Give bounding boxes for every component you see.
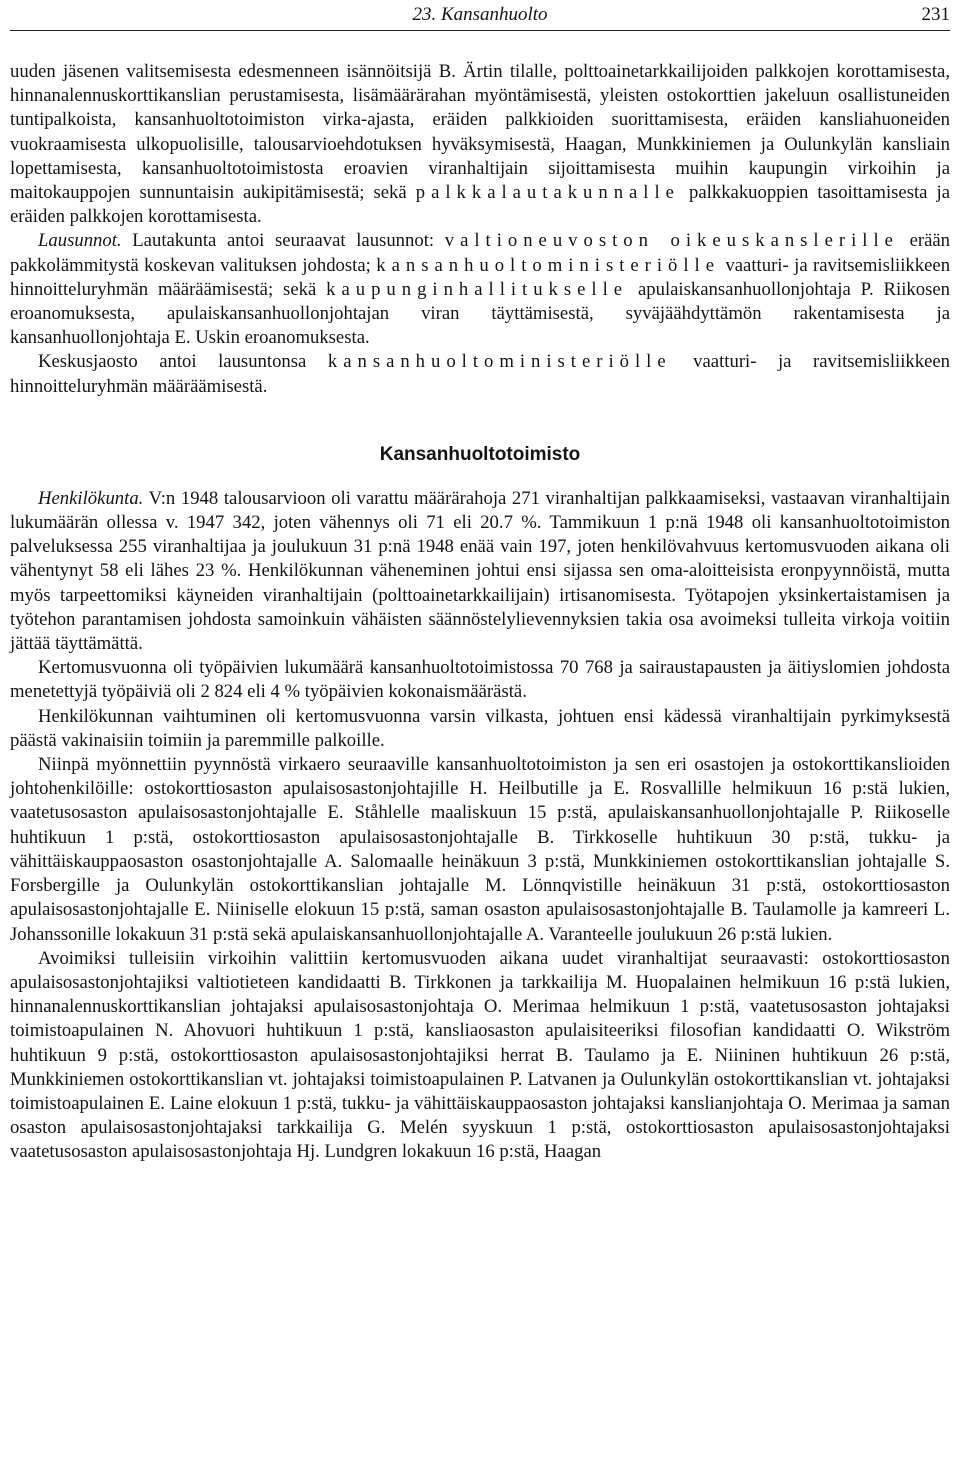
page-header: [10, 0, 950, 31]
running-title: 23. Kansanhuolto: [412, 4, 548, 25]
paragraph-central-division: Keskusjaosto antoi lausuntonsa kansanhuoltoministeriölle vaatturi- ja ravitsemisliikkeen hinnoitteluryhmän määräämisestä.: [10, 351, 951, 397]
paragraph-resignations: Niinpä myönnettiin pyynnöstä virkaero seuraaville kansanhuoltotoimiston ja sen eri osastojen ja ostokorttikanslioiden johtohenkilöille: ostokorttiosaston apulaisosastonjohtajille H. Heilbutille ja E. Rosvallille helmikuun 16 p:stä lukien, vaatetusosaston apulaisosastonjohtajalle E. Ståhlelle maaliskuun 15 p:stä, apulaiskansanhuollonjohtajalle P. Riikoselle huhtikuun 1 p:stä, ostokorttiosaston apulaisosastonjohtajalle B. Tirkkoselle huhtikuun 30 p:stä, tukku- ja vähittäiskauppaosaston osastonjohtajalle A. Salomaalle heinäkuun 3 p:stä, Munkkiniemen ostokorttikanslian johtajalle S. Forsbergille ja Oulunkylän ostokorttikanslian johtajalle M. Lönnqvistille heinäkuun 31 p:stä, ostokorttiosaston apulaisosastonjohtajalle E. Niiniselle elokuun 15 p:stä, saman osaston apulaisosastonjohtajalle B. Taulamolle ja kamreeri L. Johanssonille lokakuun 31 p:stä sekä apulaiskansanhuollonjohtajalle A. Varanteelle joulukuun 26 p:stä lukien.: [10, 754, 950, 945]
paragraph-appointments: Avoimiksi tulleisiin virkoihin valittiin kertomusvuoden aikana uudet viranhaltijat seuraavasti: ostokorttiosaston apulaisosastonjohtajiksi valtiotieteen kandidaatti B. Tirkkonen ja tarkkailija M. Huopalainen helmikuun 16 p:stä lukien, hinnanalennuskorttikanslian johtajaksi apulaisosastonjohtaja O. Merimaa helmikuun 1 p:stä, vaatetusosaston johtajaksi toimistoapulainen N. Ahovuori huhtikuun 1 p:stä, kansliaosaston apulaisiteeriksi filosofian kandidaatti O. Wikström huhtikuun 9 p:stä, ostokorttiosaston apulaisosastonjohtajiksi herrat B. Taulamo ja E. Niininen huhtikuun 26 p:stä, Munkkiniemen ostokorttikanslian vt. johtajaksi toimistoapulainen P. Latvanen ja Oulunkylän ostokorttikanslian vt. johtajaksi toimistoapulainen E. Laine elokuun 1 p:stä, tukku- ja vähittäiskauppaosaston johtajaksi kanslianjohtaja O. Merimaa ja saman osaston apulaisosastonjohtajaksi tarkkailija G. Melén syyskuun 1 p:stä, ostokorttiosaston apulaisosastonjohtajaksi vaatetusosaston apulaisosastonjohtaja Hj. Lundgren lokakuun 16 p:stä, Haagan: [10, 947, 950, 1163]
page-number: 231: [921, 4, 950, 25]
paragraph-label: Lausunnot.: [38, 230, 122, 252]
paragraph-decisions: uuden jäsenen valitsemisesta edesmenneen isännöitsijä B. Ärtin tilalle, polttoainetarkkailijoiden palkkojen korottamisesta, hinnanalennuskorttikanslian perustamisesta, lisämäärärahan myöntämisestä, yleisten ostokorttien jakeluun osallistuneiden tuntipalkoista, kansanhuoltotoimiston virka-ajasta, eräiden palkkioiden suorittamisesta, eräiden kansliahuoneiden vuokraamisesta ulkopuolisille, talousarvioehdotuksen hyväksymisestä, Haagan, Munkkiniemen ja Oulunkylän kansliain lopettamisesta, kansanhuoltotoimistosta eroavien viranhaltijain sijoittamisesta muihin kaupungin virkoihin ja maitokauppojen sunnuntaisin aukipitämisestä; sekä palkkalautakunnalle palkkakuoppien tasoittamisesta ja eräiden palkkojen korottamisesta.: [10, 61, 951, 228]
paragraph-statements: Lausunnot. Lautakunta antoi seuraavat lausunnot: valtioneuvoston oikeuskanslerille erään pakkolämmitystä koskevan valituksen johdosta; kansanhuoltoministeriölle vaatturi- ja ravitsemisliikkeen hinnoitteluryhmän määräämisestä; sekä kaupunginhallitukselle apulaiskansanhuollonjohtaja P. Riikosen eroanomuksesta, apulaiskansanhuollonjohtajan viran täyttämisestä, syväjäähdyttämön rakentamisesta ja kansanhuollonjohtaja E. Uskin eroanomuksesta.: [10, 230, 951, 349]
paragraph-turnover: Henkilökunnan vaihtuminen oli kertomusvuonna varsin vilkasta, johtuen ensi kädessä viranhaltijain pyrkimyksestä päästä vakinaisiin toimiin ja paremmille palkoille.: [10, 705, 950, 751]
spaced-recipient: palkkalautakunnalle: [415, 182, 680, 204]
paragraph-personnel: Henkilökunta. V:n 1948 talousarvioon oli varattu määrärahoja 271 viranhaltijan palkkaamiseksi, vastaavan viranhaltijain lukumäärän ollessa v. 1947 342, joten vähennys oli 71 eli 20.7 %. Tammikuun 1 p:nä 1948 oli kansanhuoltotoimiston palveluksessa 255 viranhaltijaa ja joulukuun 31 p:nä 1948 enää vain 197, joten henkilövahvuus kertomusvuoden aikana oli vähentynyt 58 eli lähes 23 %. Henkilökunnan väheneminen johtui ensi sijassa sen oma-aloitteisista eronpyynnöistä, mutta myös tarpeettomiksi käyneiden viranhaltijain (polttoainetarkkailijain) irtisanomisesta. Työtapojen yksinkertaistamisen ja työtehon parantamisen johdosta samoinkuin vähäisten säännöstelylievennyksien takia osa avoimeksi tulleita virkoja voitiin jättää täyttämättä.: [10, 487, 950, 655]
paragraph-label: Henkilökunta.: [38, 487, 144, 509]
paragraph-workdays: Kertomusvuonna oli työpäivien lukumäärä kansanhuoltotoimistossa 70 768 ja sairaustapausten ja äitiyslomien johdosta menetettyjä työpäiviä oli 2 824 eli 4 % työpäivien kokonaismäärästä.: [10, 657, 950, 703]
page-body: [10, 60, 950, 1165]
section-title: Kansanhuoltotoimisto: [379, 443, 581, 465]
